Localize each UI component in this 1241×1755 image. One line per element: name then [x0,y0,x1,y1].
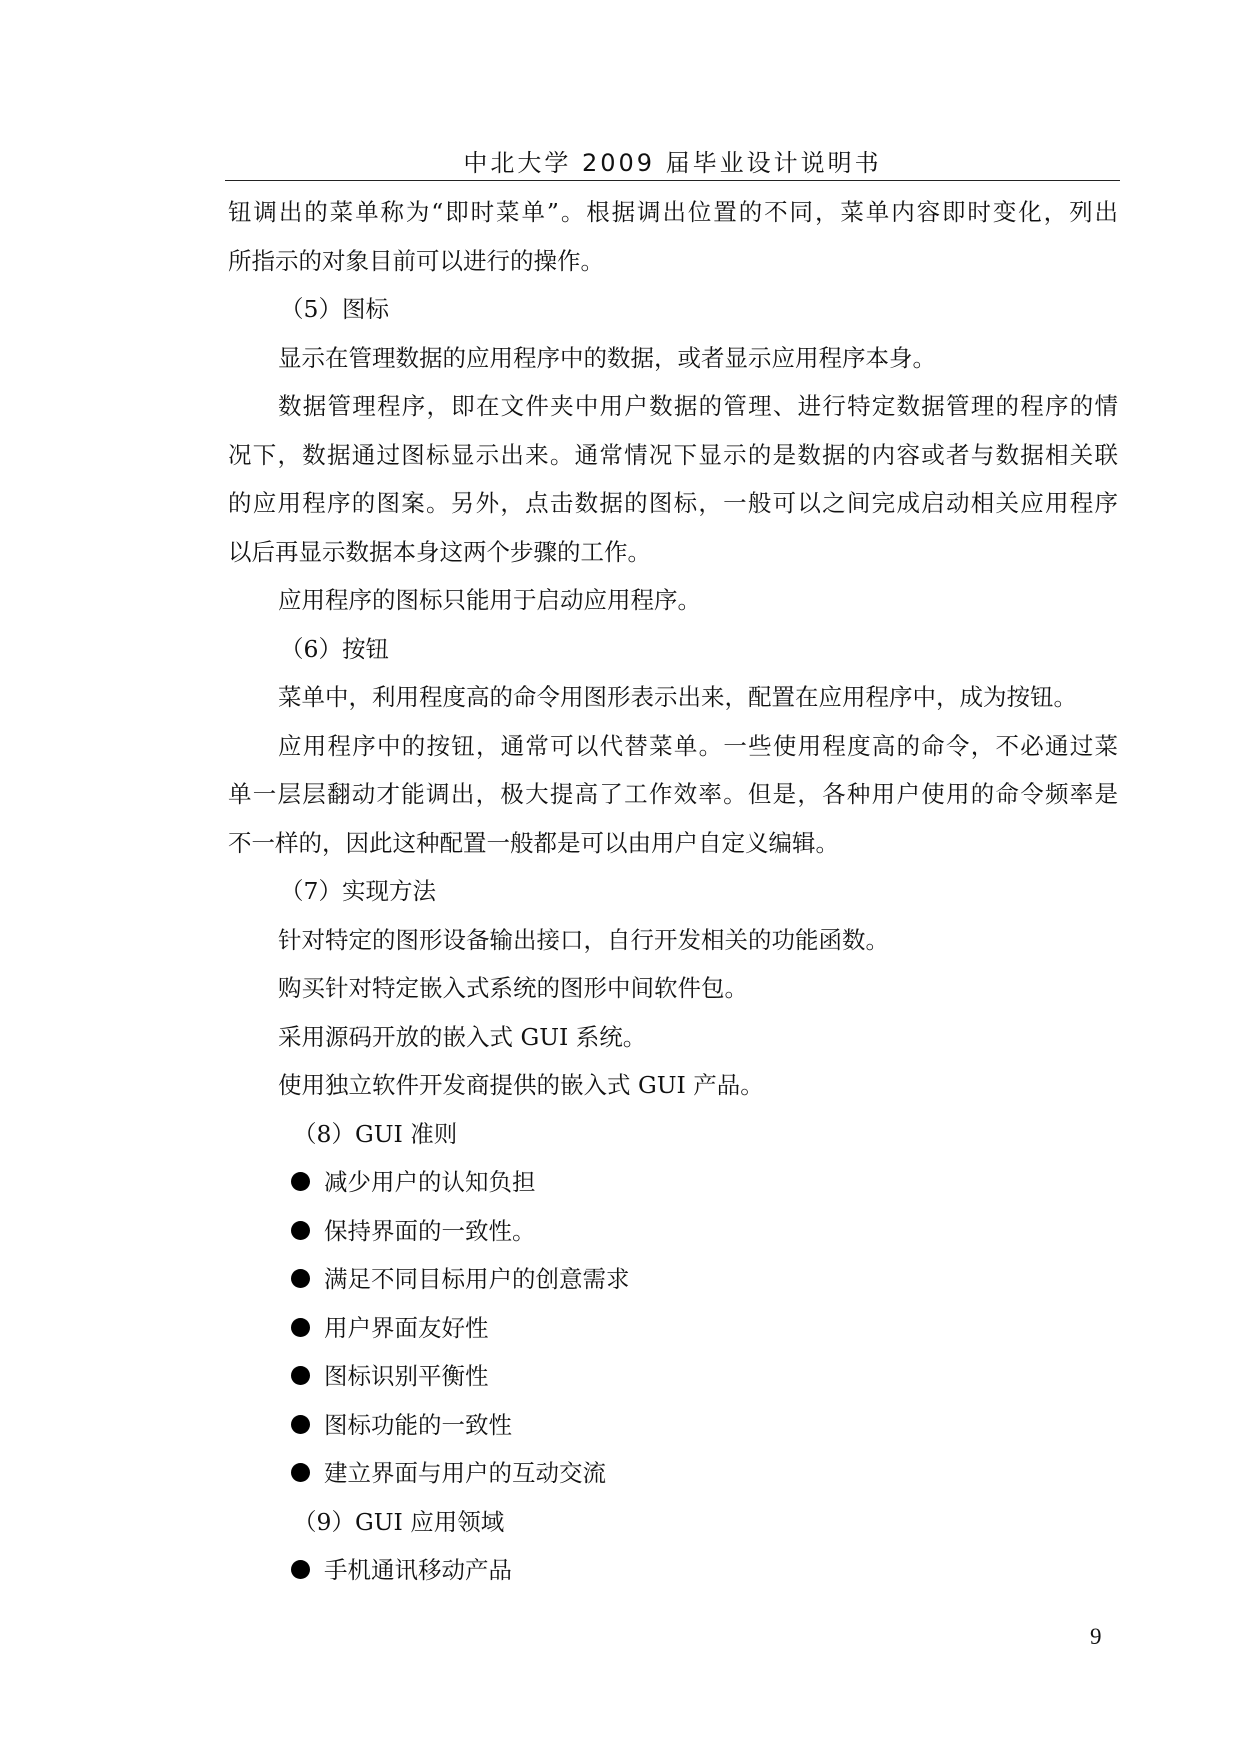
list-item-text: 手机通讯移动产品 [324,1556,512,1584]
list-item [228,1158,1118,1207]
bullet-icon [291,1269,310,1288]
document-body [228,188,1118,1595]
paragraph-line: 采用源码开放的嵌入式 GUI 系统。 [278,1022,647,1051]
bullet-icon [291,1366,310,1385]
list-item [228,1546,1118,1595]
list-item-text: 满足不同目标用户的创意需求 [324,1265,630,1293]
page-number: 9 [1090,1624,1102,1649]
list-item-text: 图标识别平衡性 [324,1362,489,1390]
list-item [228,1401,1118,1450]
list-item [228,1255,1118,1304]
section-heading-gui-fields: （9）GUI 应用领域 [293,1507,505,1536]
bullet-icon [291,1221,310,1240]
paragraph-line: 单一层层翻动才能调出，极大提高了工作效率。但是，各种用户使用的命令频率是 [228,780,1118,808]
list-item-text: 用户界面友好性 [324,1313,489,1342]
section-heading-icons: （5）图标 [280,295,389,323]
paragraph-line: 购买针对特定嵌入式系统的图形中间软件包。 [278,974,748,1002]
paragraph-line: 针对特定的图形设备输出接口，自行开发相关的功能函数。 [278,925,889,954]
bullet-icon [291,1463,310,1482]
paragraph-line: 使用独立软件开发商提供的嵌入式 GUI 产品。 [278,1071,764,1099]
bullet-icon [291,1172,310,1191]
paragraph-line: 数据管理程序，即在文件夹中用户数据的管理、进行特定数据管理的程序的情 [278,392,1118,420]
paragraph-line: 以后再显示数据本身这两个步骤的工作。 [228,537,651,566]
paragraph-line: 菜单中，利用程度高的命令用图形表示出来，配置在应用程序中，成为按钮。 [278,683,1077,711]
paragraph-line: 显示在管理数据的应用程序中的数据，或者显示应用程序本身。 [278,343,936,372]
paragraph-line: 不一样的，因此这种配置一般都是可以由用户自定义编辑。 [228,828,839,857]
bullet-icon [291,1560,310,1579]
list-item-text: 图标功能的一致性 [324,1410,512,1439]
bullet-icon [291,1318,310,1337]
list-item [228,1449,1118,1498]
paragraph-line: 所指示的对象目前可以进行的操作。 [228,246,604,275]
section-heading-implementation: （7）实现方法 [280,877,436,905]
paragraph-line: 钮调出的菜单称为“即时菜单”。根据调出位置的不同，菜单内容即时变化，列出 [228,198,1118,226]
section-heading-gui-rules: （8）GUI 准则 [293,1119,458,1148]
bullet-icon [291,1415,310,1434]
list-item [228,1207,1118,1256]
section-heading-buttons: （6）按钮 [280,634,389,663]
list-item-text: 建立界面与用户的互动交流 [324,1459,606,1487]
paragraph-line: 应用程序的图标只能用于启动应用程序。 [278,586,701,614]
list-item-text: 减少用户的认知负担 [324,1168,536,1196]
list-item-text: 保持界面的一致性。 [324,1216,536,1245]
list-item [228,1304,1118,1353]
page-header-title: 中北大学 2009 届毕业设计说明书 [463,149,882,177]
list-item [228,1352,1118,1401]
paragraph-line: 况下，数据通过图标显示出来。通常情况下显示的是数据的内容或者与数据相关联 [228,440,1118,469]
paragraph-line: 应用程序中的按钮，通常可以代替菜单。一些使用程度高的命令，不必通过菜 [278,731,1118,760]
paragraph-line: 的应用程序的图案。另外，点击数据的图标，一般可以之间完成启动相关应用程序 [228,489,1118,517]
header-divider [225,180,1120,181]
